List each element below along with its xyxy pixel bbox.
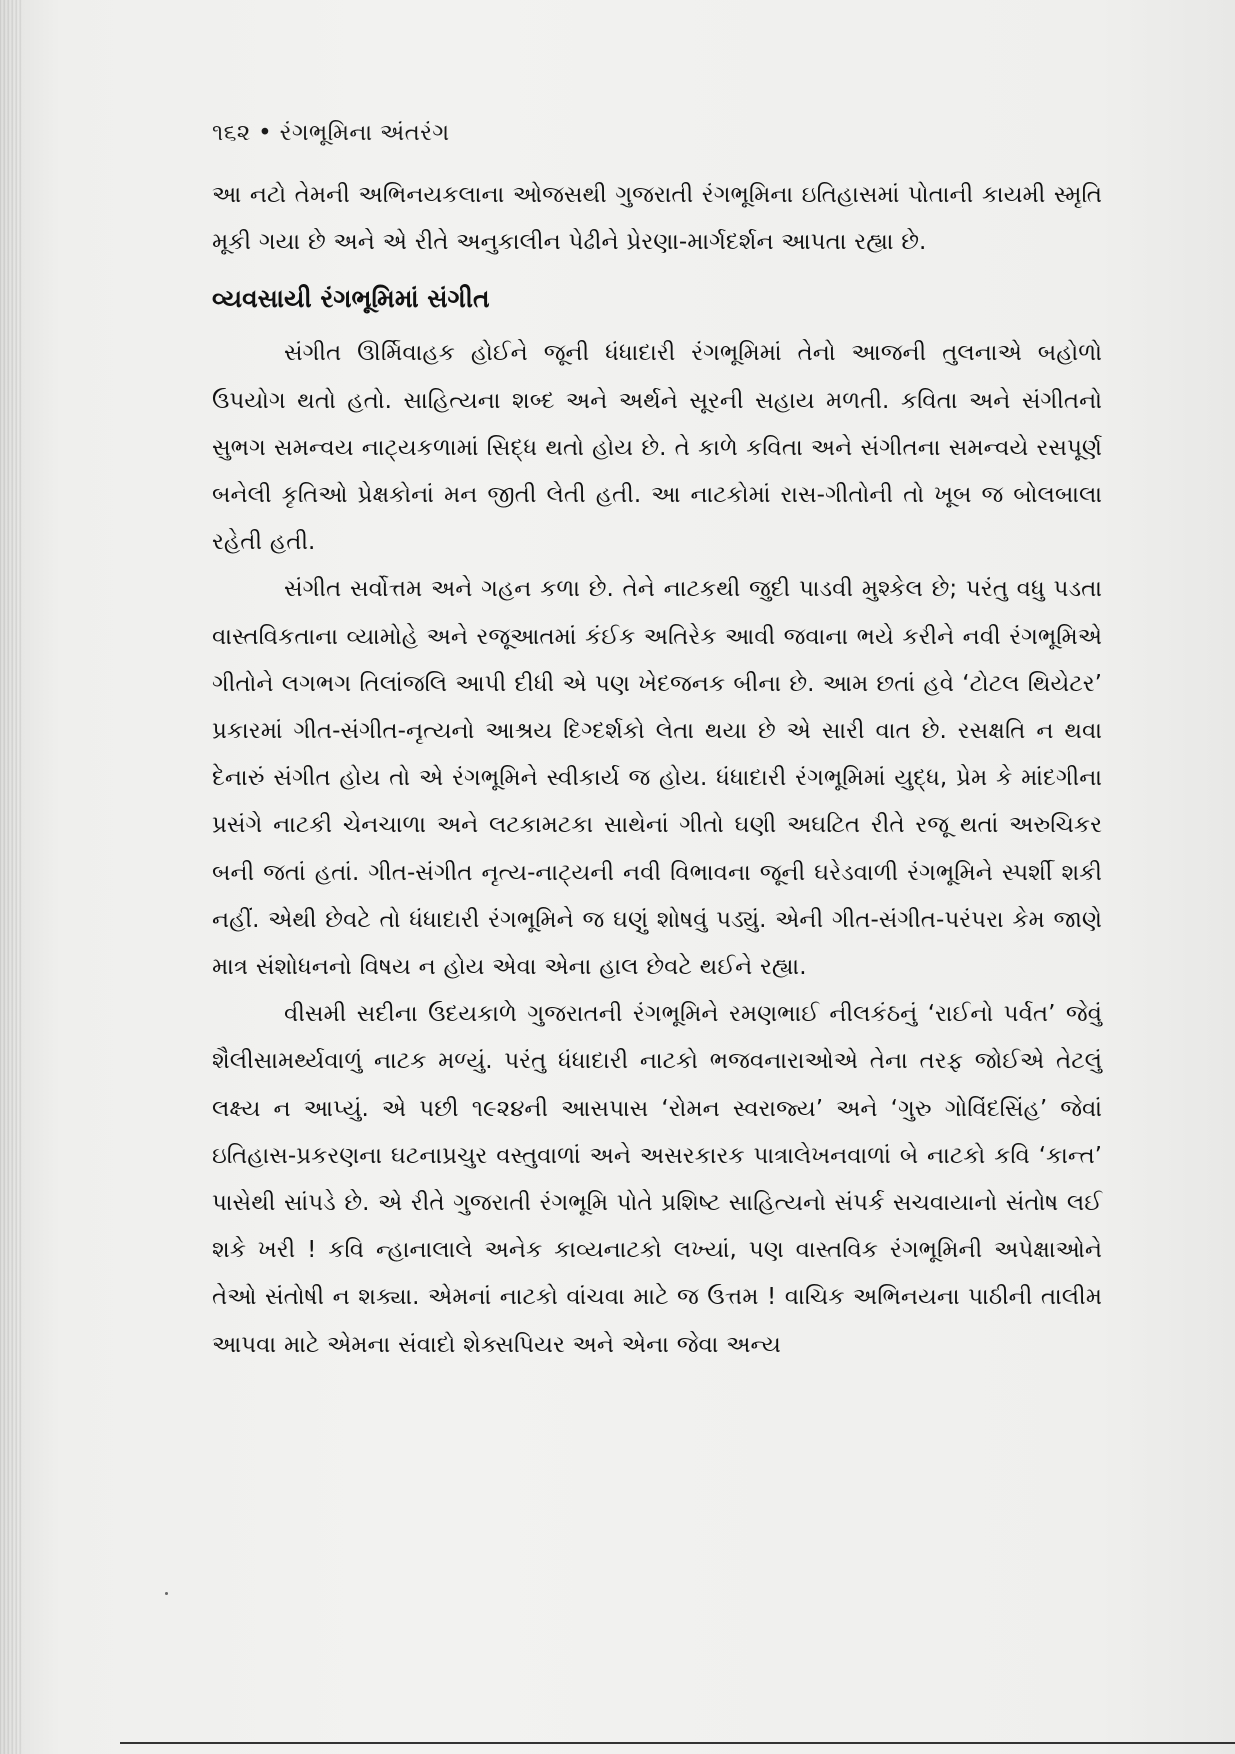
intro-paragraph: આ નટો તેમની અભિનયકલાના ઓજસથી ગુજરાતી રંગભૂમિના ઇતિહાસમાં પોતાની કાયમી સ્મૃતિ મૂકી ગયા છે અને એ રીતે અનુકાલીન પેઢીને પ્રેરણા-માર્ગદર્શન આપતા રહ્યા છે. xyxy=(212,182,1102,256)
bottom-edge-line xyxy=(120,1742,1235,1744)
page-spine-shadow xyxy=(0,0,22,1754)
section-heading: વ્યવસાયી રંગભૂમિમાં સંગીત xyxy=(212,284,490,314)
running-head: ૧૬૨ • રંગભૂમિના અંતરંગ xyxy=(212,120,450,146)
page-body xyxy=(212,172,1102,1369)
paragraph-twentieth-century: વીસમી સદીના ઉદયકાળે ગુજરાતની રંગભૂમિને રમણભાઈ નીલકંઠનું ‘રાઈનો પર્વત’ જેવું શૈલીસામર્થ્યવાળું નાટક મળ્યું. પરંતુ ધંધાદારી નાટકો ભજવનારાઓએ તેના તરફ જોઈએ તેટલું લક્ષ્ય ન આપ્યું. એ પછી ૧૯૨૪ની આસપાસ ‘રોમન સ્વરાજ્ય’ અને ‘ગુરુ ગોવિંદસિંહ’ જેવાં ઇતિહાસ-પ્રકરણના ઘટનાપ્રચુર વસ્તુવાળાં અને અસરકારક પાત્રાલેખનવાળાં બે નાટકો કવિ ‘કાન્ત’ પાસેથી સાંપડે છે. એ રીતે ગુજરાતી રંગભૂમિ પોતે પ્રશિષ્ટ સાહિત્યનો સંપર્ક સચવાયાનો સંતોષ લઈ શકે ખરી ! કવિ ન્હાનાલાલે અનેક કાવ્યનાટકો લખ્યાં, પણ વાસ્તવિક રંગભૂમિની અપેક્ષાઓને તેઓ સંતોષી ન શક્યા. એમનાં નાટકો વાંચવા માટે જ ઉત્તમ ! વાચિક અભિનયના પાઠીની તાલીમ આપવા માટે એમના સંવાદો શેક્સપિયર અને એના જેવા અન્ય xyxy=(212,1001,1102,1358)
paragraph-music-decline: સંગીત સર્વોત્તમ અને ગહન કળા છે. તેને નાટકથી જુદી પાડવી મુશ્કેલ છે; પરંતુ વધુ પડતા વાસ્તવિકતાના વ્યામોહે અને રજૂઆતમાં કંઈક અતિરેક આવી જવાના ભયે કરીને નવી રંગભૂમિએ ગીતોને લગભગ તિલાંજલિ આપી દીધી એ પણ ખેદજનક બીના છે. આમ છતાં હવે ‘ટોટલ થિયેટર’ પ્રકારમાં ગીત-સંગીત-નૃત્યનો આશ્રય દિગ્દર્શકો લેતા થયા છે એ સારી વાત છે. રસક્ષતિ ન થવા દેનારું સંગીત હોય તો એ રંગભૂમિને સ્વીકાર્ય જ હોય. ધંધાદારી રંગભૂમિમાં યુદ્ધ, પ્રેમ કે માંદગીના પ્રસંગે નાટકી ચેનચાળા અને લટકામટકા સાથેનાં ગીતો ઘણી અઘટિત રીતે રજૂ થતાં અરુચિકર બની જતાં હતાં. ગીત-સંગીત નૃત્ય-નાટ્યની નવી વિભાવના જૂની ઘરેડવાળી રંગભૂમિને સ્પર્શી શકી નહીં. એથી છેવટે તો ધંધાદારી રંગભૂમિને જ ઘણું શોષવું પડ્યું. એની ગીત-સંગીત-પરંપરા કેમ જાણે માત્ર સંશોધનનો વિષય ન હોય એવા એના હાલ છેવટે થઈને રહ્યા. xyxy=(212,576,1102,981)
paragraph-music-usage: સંગીત ઊર્મિવાહક હોઈને જૂની ધંધાદારી રંગભૂમિમાં તેનો આજની તુલનાએ બહોળો ઉપયોગ થતો હતો. સાહિત્યના શબ્દ અને અર્થને સૂરની સહાય મળતી. કવિતા અને સંગીતનો સુભગ સમન્વય નાટ્યકળામાં સિદ્ધ થતો હોય છે. તે કાળે કવિતા અને સંગીતના સમન્વયે રસપૂર્ણ બનેલી કૃતિઓ પ્રેક્ષકોનાં મન જીતી લેતી હતી. આ નાટકોમાં રાસ-ગીતોની તો ખૂબ જ બોલબાલા રહેતી હતી. xyxy=(212,340,1102,556)
paper-speck xyxy=(165,1592,168,1595)
